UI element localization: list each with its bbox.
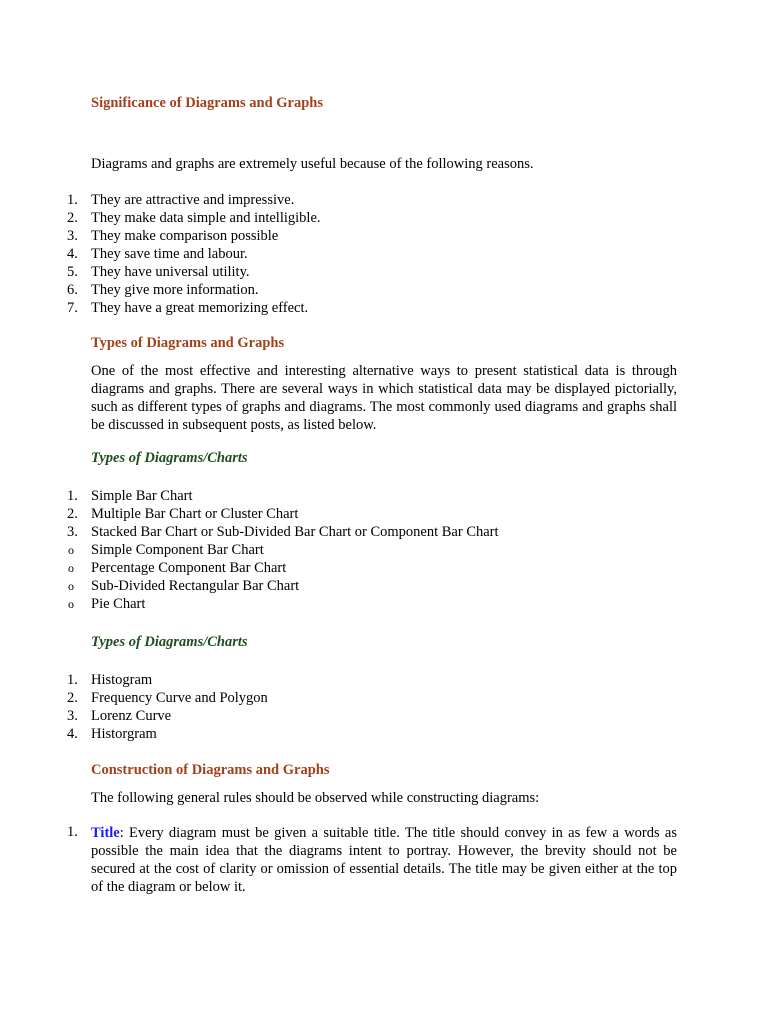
list-item-text: Simple Bar Chart	[91, 488, 193, 504]
diagrams-subheading: Types of Diagrams/Charts	[91, 450, 248, 466]
list-number: 2.	[67, 690, 78, 706]
list-item-text: Sub-Divided Rectangular Bar Chart	[91, 578, 300, 594]
list-item-text: They have universal utility.	[91, 264, 250, 280]
diagrams-list	[0, 487, 768, 613]
list-item	[0, 671, 768, 689]
list-item-text: Lorenz Curve	[91, 708, 172, 724]
list-item	[0, 689, 768, 707]
hollow-bullet-icon: o	[68, 579, 74, 593]
list-item	[0, 281, 768, 299]
list-item-text: Historgram	[91, 726, 157, 742]
list-number: 3.	[67, 228, 78, 244]
list-item-text: They make comparison possible	[91, 228, 279, 244]
construction-heading: Construction of Diagrams and Graphs	[91, 762, 330, 778]
list-number: 1.	[67, 488, 78, 504]
list-item	[0, 263, 768, 281]
graphs-subheading: Types of Diagrams/Charts	[91, 634, 248, 650]
rule-text	[91, 824, 677, 896]
list-item	[0, 191, 768, 209]
list-item	[0, 541, 768, 559]
list-item	[0, 505, 768, 523]
list-item	[0, 209, 768, 227]
list-number: 3.	[67, 524, 78, 540]
rule-term: Title	[91, 825, 120, 841]
list-item-text: Percentage Component Bar Chart	[91, 560, 287, 576]
hollow-bullet-icon: o	[68, 543, 74, 557]
list-item	[0, 595, 768, 613]
list-item	[0, 227, 768, 245]
list-number: 7.	[67, 300, 78, 316]
hollow-bullet-icon: o	[68, 597, 74, 611]
list-item-text: They are attractive and impressive.	[91, 192, 295, 208]
reasons-list	[0, 191, 768, 317]
list-item	[0, 523, 768, 541]
list-item-text: They have a great memorizing effect.	[91, 300, 309, 316]
list-item-text: Pie Chart	[91, 596, 146, 612]
list-number: 5.	[67, 264, 78, 280]
list-number: 6.	[67, 282, 78, 298]
types-paragraph: One of the most effective and interesting alternative ways to present statistical data is through diagrams and graphs. There are several ways in which statistical data may be displayed pictorially, such as different types of graphs and diagrams. The most commonly used diagrams and graphs shall be discussed in subsequent posts, as listed below.	[91, 363, 677, 433]
list-item-text: They make data simple and intelligible.	[91, 210, 321, 226]
rule-description: : Every diagram must be given a suitable title. The title should convey in as few a words as possible the main idea that the diagrams intent to portray. However, the brevity should not be secured at the cost of clarity or omission of essential details. The title may be given either at the top of the diagram or below it.	[91, 825, 677, 895]
list-item	[0, 707, 768, 725]
list-number: 3.	[67, 708, 78, 724]
list-number: 1.	[67, 672, 78, 688]
list-number: 2.	[67, 506, 78, 522]
list-item-text: They give more information.	[91, 282, 259, 298]
list-item-text: Multiple Bar Chart or Cluster Chart	[91, 506, 299, 522]
construction-intro: The following general rules should be observed while constructing diagrams:	[91, 790, 540, 806]
types-heading: Types of Diagrams and Graphs	[91, 335, 285, 351]
list-item	[0, 577, 768, 595]
significance-heading: Significance of Diagrams and Graphs	[91, 95, 324, 111]
list-item	[0, 487, 768, 505]
list-number: 2.	[67, 210, 78, 226]
list-item	[0, 559, 768, 577]
graphs-list	[0, 671, 768, 743]
list-item-text: Simple Component Bar Chart	[91, 542, 264, 558]
list-item	[0, 245, 768, 263]
list-item	[0, 725, 768, 743]
list-number: 1.	[67, 192, 78, 208]
list-item-text: Stacked Bar Chart or Sub-Divided Bar Chart or Component Bar Chart	[91, 524, 499, 540]
list-number: 4.	[67, 246, 78, 262]
hollow-bullet-icon: o	[68, 561, 74, 575]
list-number: 4.	[67, 726, 78, 742]
list-item	[0, 299, 768, 317]
list-item-text: Frequency Curve and Polygon	[91, 690, 268, 706]
list-item-text: Histogram	[91, 672, 153, 688]
list-number: 1.	[67, 824, 78, 840]
list-item-text: They save time and labour.	[91, 246, 248, 262]
significance-intro: Diagrams and graphs are extremely useful because of the following reasons.	[91, 156, 534, 172]
